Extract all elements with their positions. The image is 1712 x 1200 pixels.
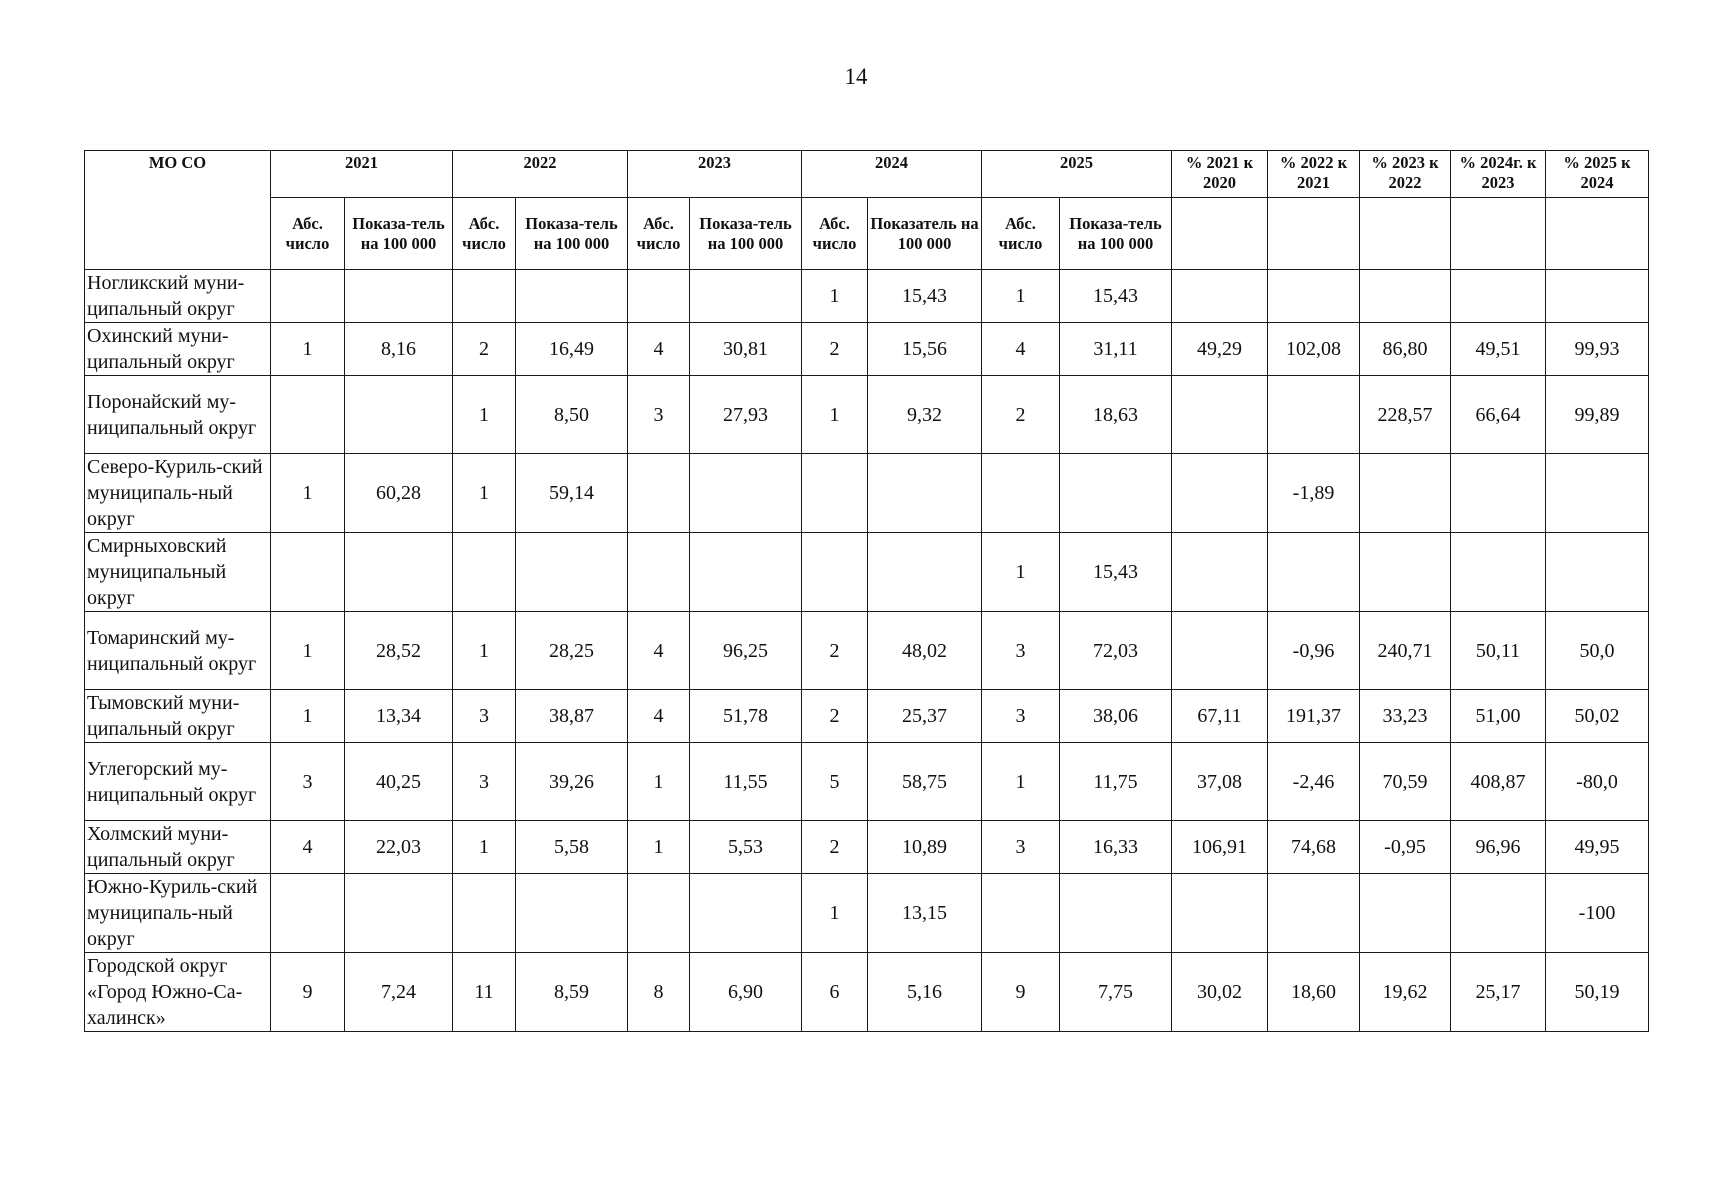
table-cell [690,533,802,612]
subheader-rate: Показа-тель на 100 000 [516,198,628,270]
table-cell: 27,93 [690,376,802,454]
table-cell: 99,89 [1546,376,1649,454]
table-cell: 2 [802,612,868,690]
table-cell: 25,17 [1451,953,1546,1032]
table-cell: 25,37 [868,690,982,743]
subheader-abs: Абс. число [982,198,1060,270]
table-cell: 5,16 [868,953,982,1032]
table-cell: 39,26 [516,743,628,821]
table-cell: 49,95 [1546,821,1649,874]
row-municipality-name: Ногликский муни-ципальный округ [85,270,271,323]
table-cell: 7,24 [345,953,453,1032]
table-cell: 50,19 [1546,953,1649,1032]
subheader-abs: Абс. число [453,198,516,270]
table-body [85,270,1649,1032]
subheader-pct-empty [1546,198,1649,270]
table-cell: 30,81 [690,323,802,376]
table-cell: -0,96 [1268,612,1360,690]
table-cell [802,533,868,612]
table-cell: 28,52 [345,612,453,690]
table-cell [1172,270,1268,323]
row-municipality-name: Томаринский му-ниципальный округ [85,612,271,690]
table-cell: 5,58 [516,821,628,874]
table-cell: 99,93 [1546,323,1649,376]
table-cell: 51,78 [690,690,802,743]
row-municipality-name: Углегорский му-ниципальный округ [85,743,271,821]
table-cell: 40,25 [345,743,453,821]
table-cell: 1 [453,454,516,533]
table-cell [271,874,345,953]
table-cell: 4 [628,323,690,376]
table-cell [628,533,690,612]
table-cell: 15,43 [1060,533,1172,612]
table-cell: 4 [982,323,1060,376]
table-cell: 1 [982,743,1060,821]
table-cell: 51,00 [1451,690,1546,743]
table-cell: 4 [271,821,345,874]
table-cell: 1 [453,376,516,454]
table-cell [1546,270,1649,323]
table-cell [345,270,453,323]
table-cell: 50,11 [1451,612,1546,690]
table-cell: 3 [982,612,1060,690]
table-cell: 1 [271,690,345,743]
table-cell: 13,15 [868,874,982,953]
row-municipality-name: Смирныховский муниципальный округ [85,533,271,612]
table-cell [345,533,453,612]
table-cell: 1 [271,612,345,690]
table-cell [516,533,628,612]
table-cell: 49,51 [1451,323,1546,376]
table-cell [1268,270,1360,323]
table-cell: -0,95 [1360,821,1451,874]
table-cell: 3 [453,690,516,743]
table-cell [628,270,690,323]
table-cell: 1 [628,821,690,874]
table-cell: 3 [453,743,516,821]
header-moco: МО СО [85,151,271,270]
table-cell: 16,49 [516,323,628,376]
subheader-pct-empty [1172,198,1268,270]
table-cell: 11,55 [690,743,802,821]
table-cell: 102,08 [1268,323,1360,376]
row-municipality-name: Охинский муни-ципальный округ [85,323,271,376]
table-cell: 1 [453,821,516,874]
header-row-subcolumns [85,198,1649,270]
table-cell: 18,60 [1268,953,1360,1032]
table-cell: 33,23 [1360,690,1451,743]
table-cell [1268,533,1360,612]
table-cell [868,454,982,533]
subheader-rate: Показа-тель на 100 000 [345,198,453,270]
table-cell: 5,53 [690,821,802,874]
table-cell: 58,75 [868,743,982,821]
table-cell [345,376,453,454]
table-cell: 96,25 [690,612,802,690]
table-cell [1060,454,1172,533]
table-cell: 86,80 [1360,323,1451,376]
table-cell: 3 [982,690,1060,743]
table-cell: 1 [982,270,1060,323]
table-cell: 96,96 [1451,821,1546,874]
table-cell: 18,63 [1060,376,1172,454]
table-cell: 15,43 [1060,270,1172,323]
table-cell [1451,454,1546,533]
table-cell: 3 [982,821,1060,874]
table-row [85,454,1649,533]
table-cell: 11,75 [1060,743,1172,821]
row-municipality-name: Городской округ «Город Южно-Са-халинск» [85,953,271,1032]
table-cell: 30,02 [1172,953,1268,1032]
subheader-abs: Абс. число [271,198,345,270]
table-cell [1060,874,1172,953]
table-cell: 1 [628,743,690,821]
table-cell [1172,454,1268,533]
table-cell: 28,25 [516,612,628,690]
table-cell [690,270,802,323]
table-cell: 3 [628,376,690,454]
header-year-2021: 2021 [271,151,453,198]
table-cell [271,533,345,612]
table-cell: 3 [271,743,345,821]
table-cell: 2 [802,690,868,743]
table-cell: 1 [453,612,516,690]
table-cell: 48,02 [868,612,982,690]
table-cell [1172,874,1268,953]
table-cell: 9 [271,953,345,1032]
table-cell: -100 [1546,874,1649,953]
table-cell [1451,270,1546,323]
table-cell: 74,68 [1268,821,1360,874]
table-row [85,533,1649,612]
table-cell: 67,11 [1172,690,1268,743]
table-cell: 6,90 [690,953,802,1032]
table-cell [345,874,453,953]
table-row [85,821,1649,874]
table-cell [271,270,345,323]
table-cell: 2 [802,821,868,874]
subheader-rate: Показа-тель на 100 000 [690,198,802,270]
table-cell: 6 [802,953,868,1032]
table-cell: 1 [271,323,345,376]
table-cell [1268,376,1360,454]
table-cell: -1,89 [1268,454,1360,533]
table-cell: 2 [982,376,1060,454]
table-row [85,874,1649,953]
table-cell: 70,59 [1360,743,1451,821]
row-municipality-name: Поронайский му-ниципальный округ [85,376,271,454]
table-cell: 9 [982,953,1060,1032]
table-cell: 8 [628,953,690,1032]
table-cell: 15,56 [868,323,982,376]
table-row [85,953,1649,1032]
table-cell: 37,08 [1172,743,1268,821]
table-cell [1360,270,1451,323]
table-cell: 1 [802,874,868,953]
header-year-2024: 2024 [802,151,982,198]
table-cell: 15,43 [868,270,982,323]
table-cell: 10,89 [868,821,982,874]
table-cell: 8,50 [516,376,628,454]
table-cell: 408,87 [1451,743,1546,821]
table-cell [271,376,345,454]
subheader-abs: Абс. число [628,198,690,270]
table-cell: 38,87 [516,690,628,743]
table-cell [1360,533,1451,612]
header-pct-2022-2021: % 2022 к 2021 [1268,151,1360,198]
table-cell: 50,02 [1546,690,1649,743]
table-cell: 106,91 [1172,821,1268,874]
table-cell [453,533,516,612]
table-cell [516,874,628,953]
table-cell [628,454,690,533]
table-cell [1360,874,1451,953]
table-cell: 9,32 [868,376,982,454]
table-row [85,270,1649,323]
table-cell: -80,0 [1546,743,1649,821]
table-row [85,376,1649,454]
table-cell: 50,0 [1546,612,1649,690]
table-cell: 38,06 [1060,690,1172,743]
table-cell: -2,46 [1268,743,1360,821]
table-cell: 4 [628,690,690,743]
subheader-pct-empty [1360,198,1451,270]
table-cell [1546,454,1649,533]
table-cell: 191,37 [1268,690,1360,743]
header-pct-2025-2024: % 2025 к 2024 [1546,151,1649,198]
header-year-2025: 2025 [982,151,1172,198]
table-cell [982,454,1060,533]
table-cell [868,533,982,612]
header-pct-2021-2020: % 2021 к 2020 [1172,151,1268,198]
page-number: 14 [844,64,868,89]
table-cell: 8,16 [345,323,453,376]
row-municipality-name: Южно-Куриль-ский муниципаль-ный округ [85,874,271,953]
table-cell: 4 [628,612,690,690]
subheader-abs: Абс. число [802,198,868,270]
table-cell [1360,454,1451,533]
table-cell: 1 [802,376,868,454]
table-cell: 66,64 [1451,376,1546,454]
row-municipality-name: Тымовский муни-ципальный округ [85,690,271,743]
table-cell: 11 [453,953,516,1032]
table-cell: 1 [802,270,868,323]
table-cell [453,270,516,323]
header-pct-2023-2022: % 2023 к 2022 [1360,151,1451,198]
header-year-2022: 2022 [453,151,628,198]
subheader-pct-empty [1451,198,1546,270]
table-cell: 49,29 [1172,323,1268,376]
table-row [85,690,1649,743]
table-cell [1546,533,1649,612]
table-cell: 2 [453,323,516,376]
statistics-table [84,150,1649,1032]
table-cell: 1 [271,454,345,533]
table-cell: 8,59 [516,953,628,1032]
table-cell: 60,28 [345,454,453,533]
table-cell: 72,03 [1060,612,1172,690]
table-cell: 59,14 [516,454,628,533]
table-cell [516,270,628,323]
table-cell: 13,34 [345,690,453,743]
table-cell: 16,33 [1060,821,1172,874]
table-cell: 5 [802,743,868,821]
table-cell [1172,533,1268,612]
table-cell: 31,11 [1060,323,1172,376]
table-cell [690,874,802,953]
table-row [85,743,1649,821]
table-cell [690,454,802,533]
table-cell: 240,71 [1360,612,1451,690]
header-year-2023: 2023 [628,151,802,198]
table-cell [1451,874,1546,953]
table-cell: 7,75 [1060,953,1172,1032]
subheader-rate: Показатель на 100 000 [868,198,982,270]
table-cell [628,874,690,953]
table-cell [1172,612,1268,690]
table-cell [1268,874,1360,953]
table-row [85,323,1649,376]
table-header [85,151,1649,270]
table-cell: 228,57 [1360,376,1451,454]
subheader-rate: Показа-тель на 100 000 [1060,198,1172,270]
row-municipality-name: Северо-Куриль-ский муниципаль-ный округ [85,454,271,533]
table-cell [982,874,1060,953]
header-row-years [85,151,1649,198]
header-pct-2024-2023: % 2024г. к 2023 [1451,151,1546,198]
table-cell: 19,62 [1360,953,1451,1032]
table-cell [1172,376,1268,454]
table-cell: 22,03 [345,821,453,874]
table-row [85,612,1649,690]
table-cell [1451,533,1546,612]
table-cell: 1 [982,533,1060,612]
row-municipality-name: Холмский муни-ципальный округ [85,821,271,874]
table-cell [453,874,516,953]
table-cell [802,454,868,533]
subheader-pct-empty [1268,198,1360,270]
table-cell: 2 [802,323,868,376]
